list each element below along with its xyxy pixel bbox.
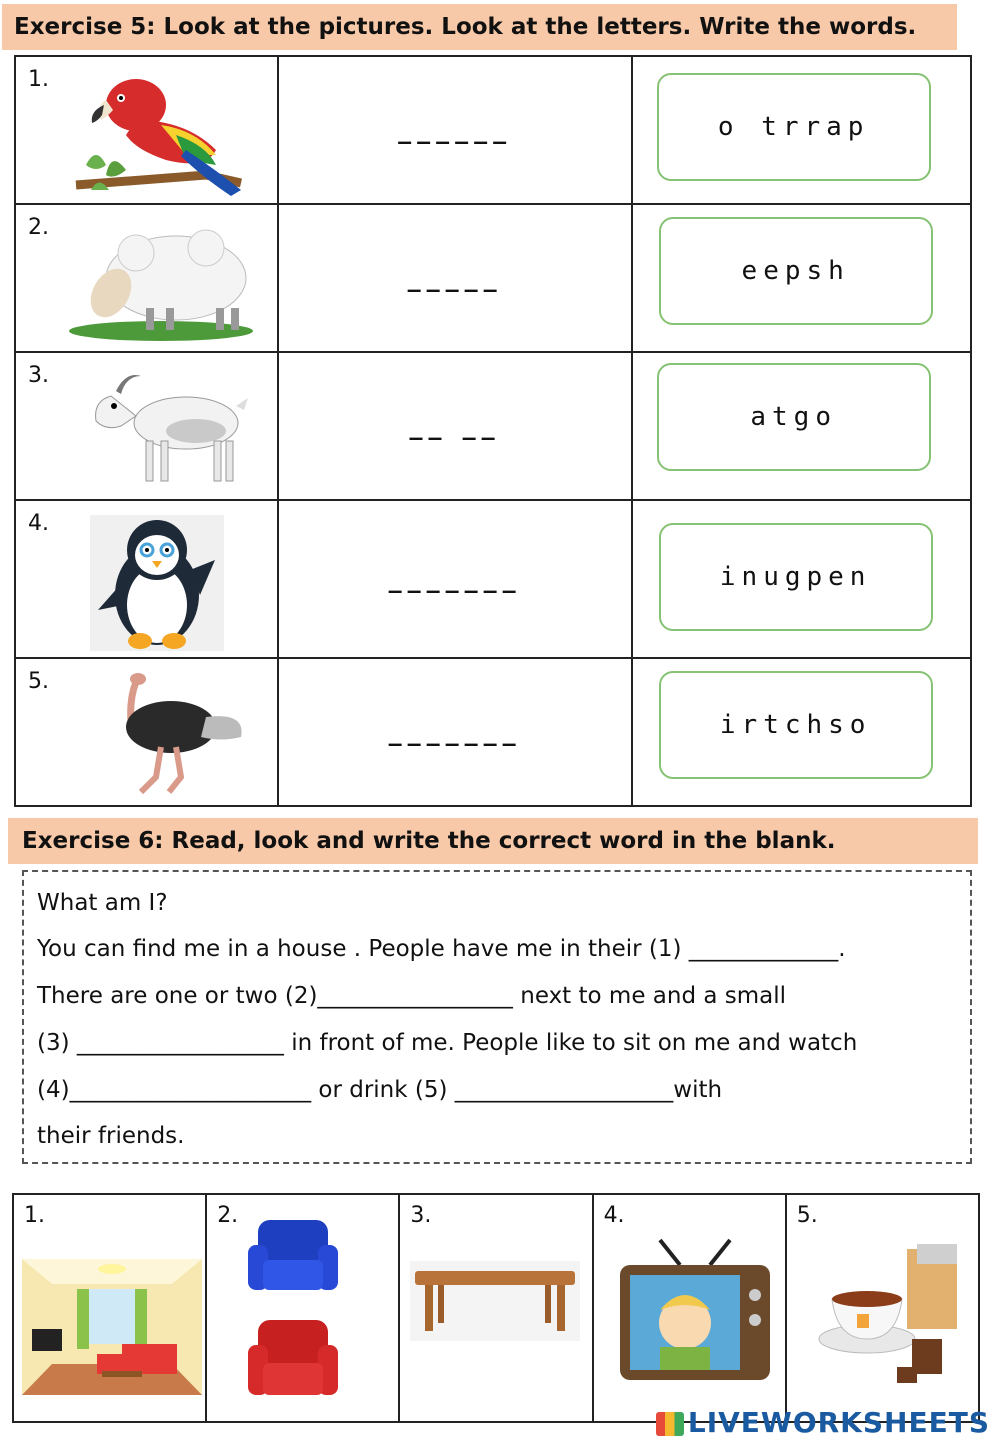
row-number: 2. <box>28 215 49 240</box>
row-number: 5. <box>28 669 49 694</box>
letters-cell <box>632 56 971 204</box>
picture-cell <box>206 1194 399 1422</box>
picture-cell <box>786 1194 979 1422</box>
answer-cell[interactable] <box>278 352 631 500</box>
text-line: their friends. <box>37 1123 185 1149</box>
exercise-5-heading: Exercise 5: Look at the pictures. Look at the letters. Write the words. <box>2 4 957 50</box>
logo-icon <box>656 1412 684 1436</box>
exercise-5-table <box>14 55 972 807</box>
answer-blanks: __ __ <box>409 411 501 441</box>
picture-number: 4. <box>603 1203 625 1228</box>
sheep-image <box>66 213 256 345</box>
answer-blanks: _______ <box>388 564 522 594</box>
exercise-6-pictures <box>12 1193 980 1423</box>
armchairs-image <box>243 1215 343 1410</box>
picture-cell <box>15 204 278 352</box>
answer-cell[interactable] <box>278 56 631 204</box>
penguin-image <box>90 515 224 651</box>
picture-number: 1. <box>24 1203 45 1228</box>
picture-cell <box>15 658 278 806</box>
row-number: 1. <box>28 67 49 92</box>
table-row <box>15 500 971 658</box>
picture-number: 2. <box>217 1203 239 1228</box>
table-row <box>15 56 971 204</box>
tea-image <box>817 1239 967 1389</box>
table-row <box>15 204 971 352</box>
watermark-logo <box>656 1406 990 1439</box>
parrot-image <box>66 65 256 197</box>
letters-cell <box>632 352 971 500</box>
row-number: 3. <box>28 363 49 388</box>
text-line: You can find me in a house . People have me in their (1) _____________. <box>37 936 846 962</box>
living-room-image <box>22 1259 202 1395</box>
text-line: (4)_____________________ or drink (5) ___________________with <box>37 1077 723 1103</box>
table-image <box>410 1261 580 1341</box>
picture-cell <box>15 352 278 500</box>
text-line: What am I? <box>37 890 168 916</box>
exercise-6-text-box <box>22 870 972 1164</box>
answer-cell[interactable] <box>278 500 631 658</box>
scrambled-letters: eepsh <box>659 217 933 325</box>
exercise-6-heading: Exercise 6: Read, look and write the correct word in the blank. <box>8 818 978 864</box>
picture-number: 3. <box>410 1203 432 1228</box>
picture-number: 5. <box>796 1203 818 1228</box>
scrambled-letters: o trrap <box>657 73 931 181</box>
picture-cell <box>399 1194 592 1422</box>
ostrich-image <box>66 667 256 799</box>
goat-image <box>66 361 256 493</box>
answer-cell[interactable] <box>278 658 631 806</box>
television-image <box>620 1235 772 1395</box>
answer-blanks: _______ <box>388 717 522 747</box>
table-row <box>13 1194 979 1422</box>
answer-blanks: _____ <box>407 263 503 293</box>
text-line: There are one or two (2)_________________ next to me and a small <box>37 983 787 1009</box>
letters-cell <box>632 658 971 806</box>
text-line: (3) __________________ in front of me. People like to sit on me and watch <box>37 1030 858 1056</box>
letters-cell <box>632 204 971 352</box>
picture-cell <box>15 500 278 658</box>
table-row <box>15 658 971 806</box>
row-number: 4. <box>28 511 49 536</box>
picture-cell <box>13 1194 206 1422</box>
answer-cell[interactable] <box>278 204 631 352</box>
table-row <box>15 352 971 500</box>
scrambled-letters: irtchso <box>659 671 933 779</box>
scrambled-letters: inugpen <box>659 523 933 631</box>
picture-cell <box>15 56 278 204</box>
scrambled-letters: atgo <box>657 363 931 471</box>
letters-cell <box>632 500 971 658</box>
watermark-text: LIVEWORKSHEETS <box>687 1406 990 1439</box>
answer-blanks: ______ <box>398 115 513 145</box>
picture-cell <box>593 1194 786 1422</box>
